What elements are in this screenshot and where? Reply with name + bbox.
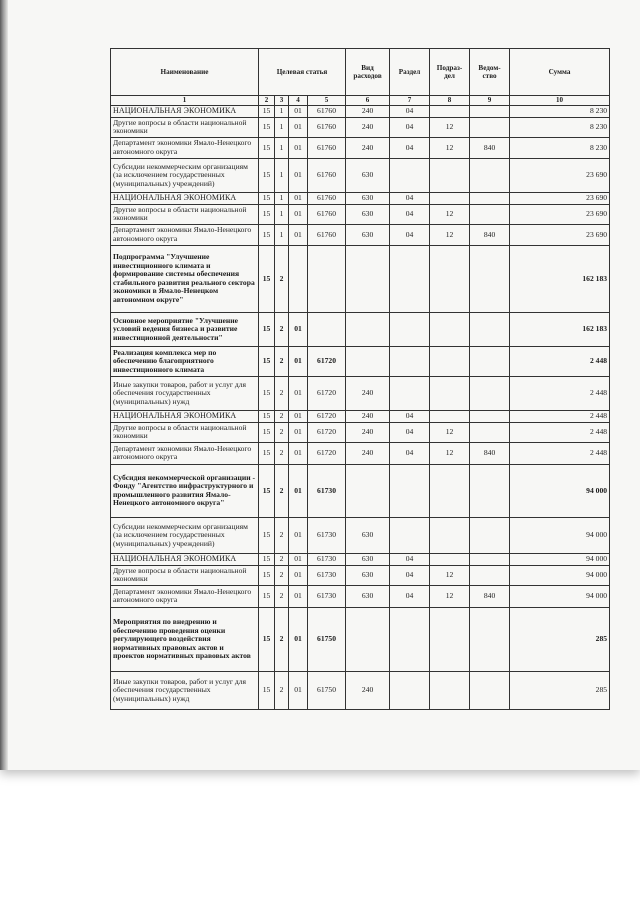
- row-subsection: [430, 312, 470, 346]
- row-subsection: [430, 346, 470, 376]
- table-row: [111, 158, 610, 192]
- row-section: 04: [390, 410, 430, 422]
- row-code-direction: 61750: [308, 671, 346, 709]
- row-code-program: 15: [259, 245, 275, 312]
- row-code-program: 15: [259, 117, 275, 137]
- row-code-subprogram: 2: [275, 245, 289, 312]
- row-expense-type: 630: [346, 192, 390, 204]
- row-code-subprogram: 1: [275, 204, 289, 224]
- row-section: 04: [390, 204, 430, 224]
- row-sum: 162 183: [510, 245, 610, 312]
- table-row: [111, 245, 610, 312]
- row-code-direction: 61760: [308, 224, 346, 245]
- row-sum: 2 448: [510, 442, 610, 464]
- header-sum: Сумма: [510, 49, 610, 96]
- row-department: 840: [470, 585, 510, 607]
- row-expense-type: 240: [346, 106, 390, 118]
- row-expense-type: [346, 245, 390, 312]
- row-name: Другие вопросы в области национальной экономики: [111, 204, 259, 224]
- column-number: 5: [308, 96, 346, 106]
- row-name: Департамент экономики Ямало-Ненецкого автономного округа: [111, 224, 259, 245]
- table-row: [111, 565, 610, 585]
- row-expense-type: 240: [346, 671, 390, 709]
- row-name: Подпрограмма "Улучшение инвестиционного климата и формирование системы обеспечения стабильного развития реального сектора экономики в Ямало-Ненецком автономном округе": [111, 245, 259, 312]
- header-expense-type: Вид расходов: [346, 49, 390, 96]
- row-code-subprogram: 1: [275, 117, 289, 137]
- row-expense-type: 630: [346, 204, 390, 224]
- table-row: [111, 422, 610, 442]
- row-code-program: 15: [259, 553, 275, 565]
- table-row: [111, 607, 610, 671]
- row-sum: 2 448: [510, 410, 610, 422]
- row-subsection: 12: [430, 224, 470, 245]
- column-number: 4: [289, 96, 308, 106]
- row-code-activity: 01: [289, 204, 308, 224]
- row-expense-type: [346, 607, 390, 671]
- row-expense-type: 240: [346, 117, 390, 137]
- row-code-direction: 61720: [308, 376, 346, 410]
- row-department: 840: [470, 137, 510, 158]
- column-number: 10: [510, 96, 610, 106]
- table-row: [111, 464, 610, 517]
- row-name: Иные закупки товаров, работ и услуг для обеспечения государственных (муниципальных) нужд: [111, 671, 259, 709]
- row-expense-type: 630: [346, 585, 390, 607]
- row-code-direction: 61720: [308, 442, 346, 464]
- row-name: Другие вопросы в области национальной экономики: [111, 117, 259, 137]
- row-code-direction: 61730: [308, 585, 346, 607]
- table-row: [111, 553, 610, 565]
- row-code-activity: [289, 245, 308, 312]
- row-code-subprogram: 2: [275, 565, 289, 585]
- column-number-row: [111, 96, 610, 106]
- row-sum: 8 230: [510, 106, 610, 118]
- row-sum: 23 690: [510, 224, 610, 245]
- row-code-activity: 01: [289, 607, 308, 671]
- header-subsection: Подраз-дел: [430, 49, 470, 96]
- row-name: Департамент экономики Ямало-Ненецкого автономного округа: [111, 585, 259, 607]
- row-code-program: 15: [259, 464, 275, 517]
- row-code-program: 15: [259, 312, 275, 346]
- row-section: 04: [390, 192, 430, 204]
- row-code-subprogram: 1: [275, 158, 289, 192]
- row-subsection: 12: [430, 565, 470, 585]
- row-subsection: [430, 553, 470, 565]
- row-department: [470, 607, 510, 671]
- row-section: [390, 312, 430, 346]
- budget-table: [110, 48, 610, 710]
- row-subsection: 12: [430, 422, 470, 442]
- row-section: 04: [390, 442, 430, 464]
- row-expense-type: 630: [346, 553, 390, 565]
- row-section: [390, 671, 430, 709]
- table-row: [111, 442, 610, 464]
- row-code-activity: 01: [289, 442, 308, 464]
- table-row: [111, 346, 610, 376]
- row-code-activity: 01: [289, 410, 308, 422]
- row-department: [470, 517, 510, 553]
- row-sum: 94 000: [510, 517, 610, 553]
- row-code-program: 15: [259, 517, 275, 553]
- row-code-direction: [308, 245, 346, 312]
- row-code-activity: 01: [289, 224, 308, 245]
- row-section: 04: [390, 585, 430, 607]
- row-expense-type: 630: [346, 517, 390, 553]
- row-sum: 285: [510, 671, 610, 709]
- row-code-program: 15: [259, 224, 275, 245]
- row-code-subprogram: 2: [275, 464, 289, 517]
- row-code-program: 15: [259, 376, 275, 410]
- row-expense-type: 240: [346, 137, 390, 158]
- row-section: 04: [390, 137, 430, 158]
- row-code-direction: 61760: [308, 137, 346, 158]
- row-code-direction: 61730: [308, 565, 346, 585]
- header-target-article: Целевая статья: [259, 49, 346, 96]
- table-row: [111, 117, 610, 137]
- column-number: 9: [470, 96, 510, 106]
- row-section: 04: [390, 553, 430, 565]
- row-name: Субсидии некоммерческим организациям (за исключением государственных (муниципальных) учреждений): [111, 517, 259, 553]
- row-code-activity: 01: [289, 346, 308, 376]
- row-subsection: [430, 517, 470, 553]
- row-department: [470, 158, 510, 192]
- row-section: [390, 607, 430, 671]
- row-department: [470, 464, 510, 517]
- row-code-program: 15: [259, 671, 275, 709]
- row-subsection: [430, 245, 470, 312]
- row-subsection: 12: [430, 204, 470, 224]
- row-department: [470, 346, 510, 376]
- table-row: [111, 106, 610, 118]
- column-number: 3: [275, 96, 289, 106]
- row-subsection: [430, 607, 470, 671]
- row-subsection: 12: [430, 117, 470, 137]
- row-name: НАЦИОНАЛЬНАЯ ЭКОНОМИКА: [111, 106, 259, 118]
- table-row: [111, 192, 610, 204]
- row-code-program: 15: [259, 422, 275, 442]
- row-code-program: 15: [259, 158, 275, 192]
- row-sum: 8 230: [510, 137, 610, 158]
- row-section: [390, 158, 430, 192]
- row-sum: 94 000: [510, 585, 610, 607]
- table-row: [111, 376, 610, 410]
- row-code-subprogram: 2: [275, 517, 289, 553]
- row-code-activity: 01: [289, 464, 308, 517]
- row-code-subprogram: 2: [275, 442, 289, 464]
- page-edge-shadow: [0, 0, 8, 770]
- row-name: Основное мероприятие "Улучшение условий ведения бизнеса и развитие инвестиционной деятельности": [111, 312, 259, 346]
- row-code-subprogram: 1: [275, 137, 289, 158]
- row-section: [390, 517, 430, 553]
- row-section: [390, 346, 430, 376]
- row-subsection: [430, 192, 470, 204]
- row-department: [470, 245, 510, 312]
- row-code-direction: 61760: [308, 106, 346, 118]
- row-code-activity: 01: [289, 137, 308, 158]
- row-code-direction: 61760: [308, 204, 346, 224]
- row-subsection: [430, 376, 470, 410]
- row-code-direction: [308, 312, 346, 346]
- row-code-program: 15: [259, 137, 275, 158]
- row-department: [470, 671, 510, 709]
- table-row: [111, 204, 610, 224]
- row-expense-type: 630: [346, 224, 390, 245]
- row-subsection: 12: [430, 442, 470, 464]
- row-expense-type: 240: [346, 442, 390, 464]
- row-expense-type: 240: [346, 376, 390, 410]
- row-expense-type: [346, 312, 390, 346]
- column-number: 7: [390, 96, 430, 106]
- row-sum: 2 448: [510, 376, 610, 410]
- row-subsection: [430, 671, 470, 709]
- row-code-activity: 01: [289, 517, 308, 553]
- row-code-program: 15: [259, 607, 275, 671]
- row-sum: 94 000: [510, 464, 610, 517]
- row-sum: 285: [510, 607, 610, 671]
- row-section: [390, 245, 430, 312]
- row-department: [470, 553, 510, 565]
- row-sum: 94 000: [510, 565, 610, 585]
- column-number: 8: [430, 96, 470, 106]
- table-row: [111, 671, 610, 709]
- row-code-subprogram: 2: [275, 410, 289, 422]
- row-name: НАЦИОНАЛЬНАЯ ЭКОНОМИКА: [111, 192, 259, 204]
- table-row: [111, 224, 610, 245]
- row-subsection: 12: [430, 137, 470, 158]
- row-code-program: 15: [259, 346, 275, 376]
- row-code-direction: 61720: [308, 346, 346, 376]
- row-section: [390, 464, 430, 517]
- row-code-program: 15: [259, 204, 275, 224]
- row-expense-type: 630: [346, 158, 390, 192]
- row-code-direction: 61760: [308, 192, 346, 204]
- row-code-activity: 01: [289, 192, 308, 204]
- row-expense-type: [346, 464, 390, 517]
- row-code-subprogram: 2: [275, 553, 289, 565]
- column-number: 6: [346, 96, 390, 106]
- row-department: 840: [470, 224, 510, 245]
- row-code-subprogram: 2: [275, 376, 289, 410]
- row-name: НАЦИОНАЛЬНАЯ ЭКОНОМИКА: [111, 553, 259, 565]
- row-name: Иные закупки товаров, работ и услуг для обеспечения государственных (муниципальных) нужд: [111, 376, 259, 410]
- table-row: [111, 312, 610, 346]
- row-name: Субсидия некоммерческой организации - Фонду "Агентство инфраструктурного и промышленного развития Ямало-Ненецкого автономного округа": [111, 464, 259, 517]
- row-name: Департамент экономики Ямало-Ненецкого автономного округа: [111, 442, 259, 464]
- row-section: [390, 376, 430, 410]
- row-sum: 2 448: [510, 422, 610, 442]
- row-department: [470, 410, 510, 422]
- row-department: 840: [470, 442, 510, 464]
- row-code-subprogram: 1: [275, 224, 289, 245]
- row-code-program: 15: [259, 410, 275, 422]
- row-expense-type: 240: [346, 422, 390, 442]
- header-section: Раздел: [390, 49, 430, 96]
- row-sum: 162 183: [510, 312, 610, 346]
- row-code-subprogram: 2: [275, 422, 289, 442]
- header-name: Наименование: [111, 49, 259, 96]
- row-code-subprogram: 2: [275, 585, 289, 607]
- row-code-subprogram: 1: [275, 192, 289, 204]
- row-code-direction: 61760: [308, 117, 346, 137]
- row-name: Департамент экономики Ямало-Ненецкого автономного округа: [111, 137, 259, 158]
- row-code-subprogram: 1: [275, 106, 289, 118]
- row-sum: 94 000: [510, 553, 610, 565]
- row-department: [470, 565, 510, 585]
- row-code-activity: 01: [289, 585, 308, 607]
- table-row: [111, 585, 610, 607]
- row-code-activity: 01: [289, 106, 308, 118]
- row-code-program: 15: [259, 192, 275, 204]
- row-subsection: [430, 106, 470, 118]
- header-department: Ведом-ство: [470, 49, 510, 96]
- row-name: Другие вопросы в области национальной экономики: [111, 422, 259, 442]
- row-department: [470, 376, 510, 410]
- row-code-program: 15: [259, 106, 275, 118]
- row-subsection: [430, 464, 470, 517]
- row-subsection: [430, 158, 470, 192]
- row-code-activity: 01: [289, 158, 308, 192]
- row-code-program: 15: [259, 442, 275, 464]
- column-number: 1: [111, 96, 259, 106]
- row-section: 04: [390, 117, 430, 137]
- row-expense-type: 630: [346, 565, 390, 585]
- row-department: [470, 192, 510, 204]
- row-code-activity: 01: [289, 117, 308, 137]
- row-section: 04: [390, 565, 430, 585]
- row-code-subprogram: 2: [275, 671, 289, 709]
- table-row: [111, 517, 610, 553]
- row-name: Другие вопросы в области национальной экономики: [111, 565, 259, 585]
- row-code-direction: 61760: [308, 158, 346, 192]
- row-code-activity: 01: [289, 312, 308, 346]
- row-department: [470, 204, 510, 224]
- row-code-direction: 61730: [308, 553, 346, 565]
- row-code-direction: 61730: [308, 517, 346, 553]
- row-code-subprogram: 2: [275, 607, 289, 671]
- row-code-direction: 61720: [308, 422, 346, 442]
- row-section: 04: [390, 224, 430, 245]
- row-code-direction: 61730: [308, 464, 346, 517]
- row-code-activity: 01: [289, 671, 308, 709]
- row-code-subprogram: 2: [275, 312, 289, 346]
- row-department: [470, 106, 510, 118]
- row-name: Мероприятия по внедрению и обеспечению проведения оценки регулирующего воздействия нормативных правовых актов и проектов нормативных правовых актов: [111, 607, 259, 671]
- header-row: [111, 49, 610, 96]
- row-code-direction: 61720: [308, 410, 346, 422]
- row-department: [470, 422, 510, 442]
- row-name: Реализация комплекса мер по обеспечению благоприятного инвестиционного климата: [111, 346, 259, 376]
- column-number: 2: [259, 96, 275, 106]
- row-code-program: 15: [259, 565, 275, 585]
- row-name: НАЦИОНАЛЬНАЯ ЭКОНОМИКА: [111, 410, 259, 422]
- table-row: [111, 410, 610, 422]
- row-subsection: [430, 410, 470, 422]
- row-code-activity: 01: [289, 565, 308, 585]
- row-expense-type: [346, 346, 390, 376]
- row-code-program: 15: [259, 585, 275, 607]
- row-sum: 23 690: [510, 158, 610, 192]
- row-code-activity: 01: [289, 376, 308, 410]
- table-row: [111, 137, 610, 158]
- table-body: [111, 106, 610, 710]
- row-sum: 2 448: [510, 346, 610, 376]
- row-expense-type: 240: [346, 410, 390, 422]
- row-code-activity: 01: [289, 553, 308, 565]
- row-section: 04: [390, 106, 430, 118]
- row-code-activity: 01: [289, 422, 308, 442]
- row-code-direction: 61750: [308, 607, 346, 671]
- row-name: Субсидии некоммерческим организациям (за исключением государственных (муниципальных) учреждений): [111, 158, 259, 192]
- row-section: 04: [390, 422, 430, 442]
- row-sum: 8 230: [510, 117, 610, 137]
- row-sum: 23 690: [510, 204, 610, 224]
- row-sum: 23 690: [510, 192, 610, 204]
- row-subsection: 12: [430, 585, 470, 607]
- row-department: [470, 312, 510, 346]
- row-department: [470, 117, 510, 137]
- row-code-subprogram: 2: [275, 346, 289, 376]
